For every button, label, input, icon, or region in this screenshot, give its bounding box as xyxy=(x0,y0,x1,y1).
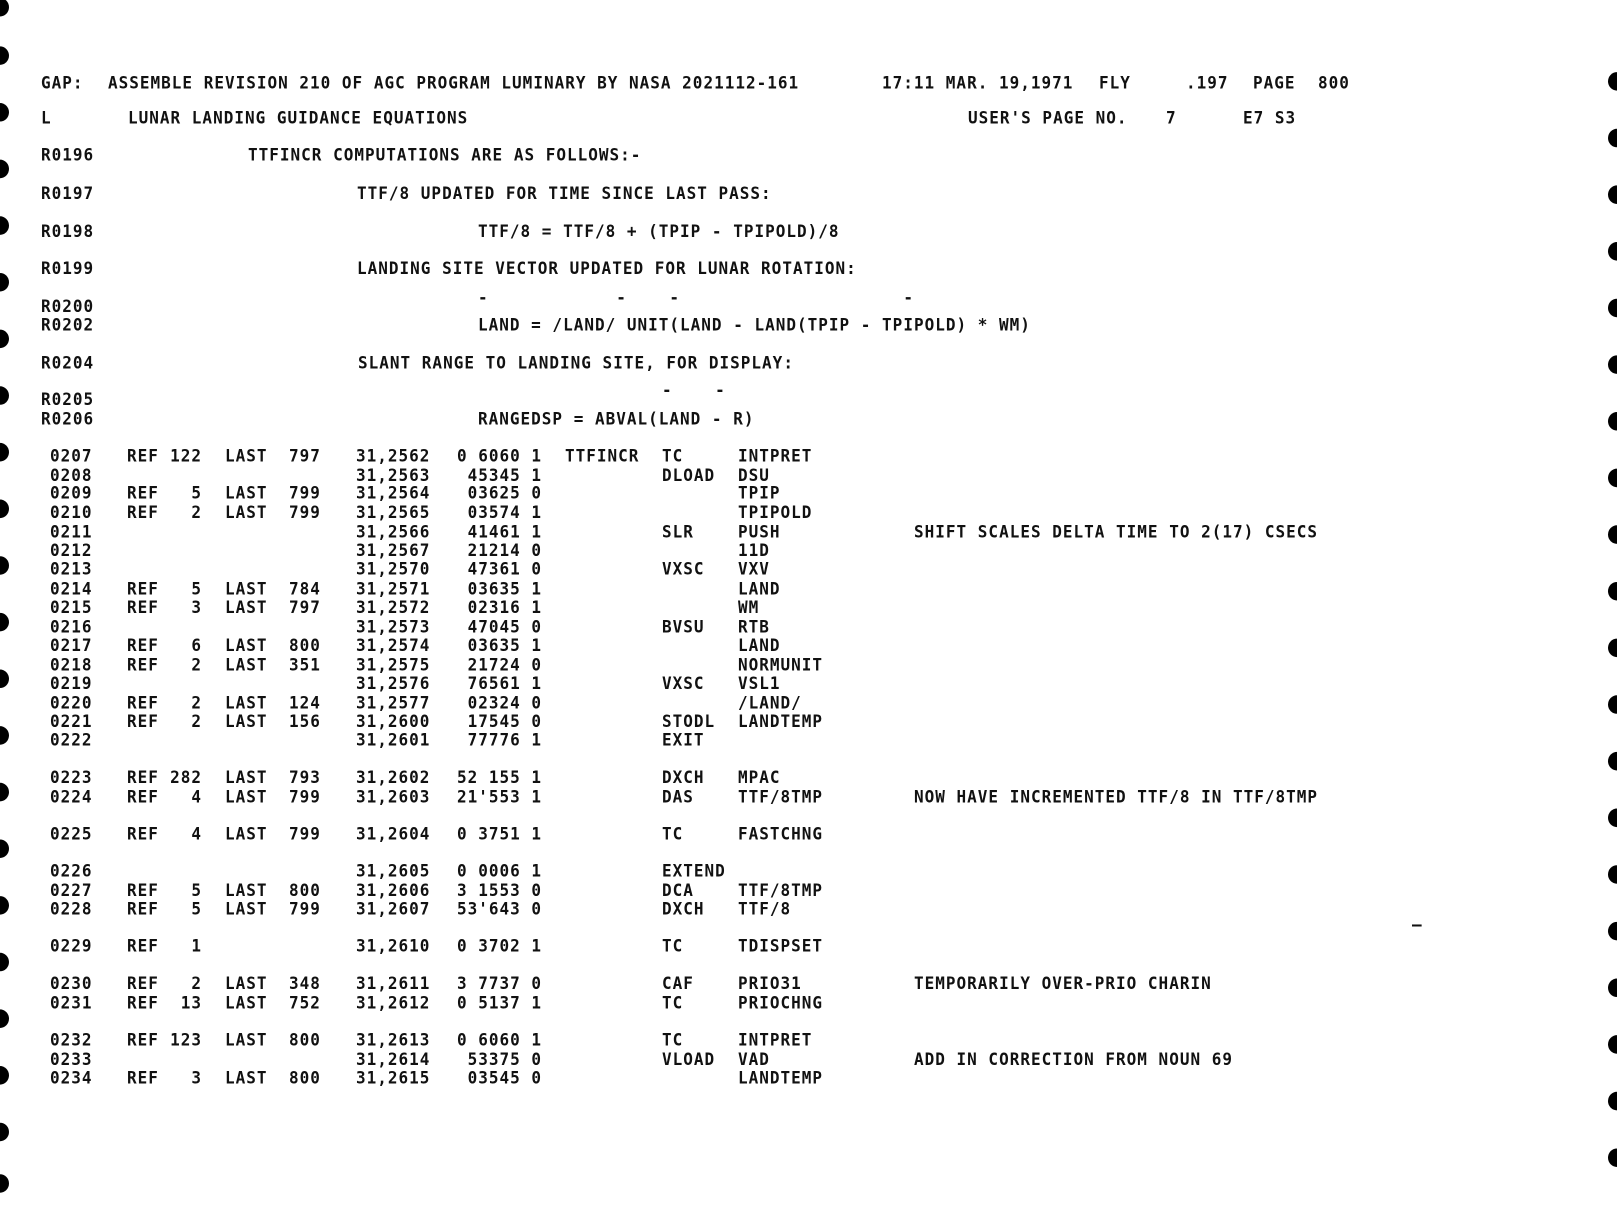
listing-comment: SHIFT SCALES DELTA TIME TO 2(17) CSECS xyxy=(914,522,1319,542)
listing-line: 0208 xyxy=(50,465,93,486)
listing-ref: REF xyxy=(127,635,159,656)
listing-addr: 31,2602 xyxy=(356,767,431,787)
feed-hole-icon xyxy=(1608,412,1617,431)
listing-ref: REF xyxy=(127,578,159,599)
listing-ref: REF xyxy=(127,1030,159,1050)
listing-op: STODL xyxy=(662,711,716,732)
listing-operand: NORMUNIT xyxy=(738,655,824,675)
listing-ref: REF xyxy=(127,973,159,993)
listing-op: DCA xyxy=(662,880,694,901)
listing-operand: WM xyxy=(738,597,760,617)
listing-operand: DSU xyxy=(738,465,770,486)
listing-lastn: 752 xyxy=(289,992,321,1013)
listing-lastn: 797 xyxy=(289,445,321,466)
listing-addr: 31,2576 xyxy=(356,673,431,694)
listing-refn: 123 xyxy=(170,1030,202,1050)
listing-word: 21214 0 xyxy=(467,540,542,561)
listing-operand: MPAC xyxy=(738,767,781,787)
listing-addr: 31,2573 xyxy=(356,616,431,637)
listing-line: 0209 xyxy=(50,483,93,503)
listing-line: 0226 xyxy=(50,861,93,881)
listing-refn: 3 xyxy=(191,597,202,617)
listing-addr: 31,2564 xyxy=(356,483,431,503)
listing-addr: 31,2603 xyxy=(356,786,431,807)
listing-word: 52 155 1 xyxy=(456,767,542,787)
listing-addr: 31,2615 xyxy=(356,1068,431,1088)
listing-last: LAST xyxy=(225,711,268,732)
listing-label: TTFINCR xyxy=(565,445,640,466)
listing-operand: PRIOCHNG xyxy=(738,992,824,1013)
feed-hole-icon xyxy=(0,1174,9,1193)
listing-addr: 31,2613 xyxy=(356,1030,431,1050)
print-smudge-mark: — xyxy=(1412,914,1422,935)
listing-refn: 5 xyxy=(191,578,202,599)
remark-label: R0197 xyxy=(41,183,95,203)
listing-addr: 31,2574 xyxy=(356,635,431,656)
feed-hole-icon xyxy=(1608,185,1617,204)
listing-op: DAS xyxy=(662,786,694,807)
listing-operand: VXV xyxy=(738,559,770,579)
feed-hole-icon xyxy=(1608,1092,1617,1111)
header-datetime: 17:11 MAR. 19,1971 xyxy=(882,73,1074,93)
listing-lastn: 800 xyxy=(289,1030,321,1050)
listing-ref: REF xyxy=(127,1068,159,1088)
listing-ref: REF xyxy=(127,693,159,713)
listing-op: TC xyxy=(662,824,684,844)
feed-hole-icon xyxy=(0,613,9,632)
listing-comment: NOW HAVE INCREMENTED TTF/8 IN TTF/8TMP xyxy=(914,786,1319,807)
feed-hole-icon xyxy=(0,330,9,349)
listing-op: TC xyxy=(662,1030,684,1050)
header-gap: GAP: xyxy=(41,73,84,93)
listing-refn: 2 xyxy=(191,693,202,713)
remark-overbars: - - - - xyxy=(478,287,914,307)
listing-line: 0207 xyxy=(50,445,93,466)
feed-hole-icon xyxy=(0,0,9,16)
listing-addr: 31,2610 xyxy=(356,936,431,956)
feed-hole-icon xyxy=(1608,639,1617,658)
listing-line: 0211 xyxy=(50,522,93,542)
listing-operand: 11D xyxy=(738,540,770,561)
listing-addr: 31,2605 xyxy=(356,861,431,881)
remark-label: R0196 xyxy=(41,145,95,165)
listing-operand: VSL1 xyxy=(738,673,781,694)
listing-word: 03635 1 xyxy=(467,578,542,599)
feed-hole-icon xyxy=(0,160,9,179)
listing-line: 0232 xyxy=(50,1030,93,1050)
listing-op: VXSC xyxy=(662,559,705,579)
listing-line: 0220 xyxy=(50,693,93,713)
listing-refn: 4 xyxy=(191,824,202,844)
listing-last: LAST xyxy=(225,483,268,503)
listing-ref: REF xyxy=(127,655,159,675)
listing-word: 53375 0 xyxy=(467,1049,542,1070)
feed-hole-icon xyxy=(1608,355,1617,374)
header-users-page: USER'S PAGE NO. xyxy=(968,108,1128,128)
listing-op: TC xyxy=(662,936,684,956)
listing-addr: 31,2611 xyxy=(356,973,431,993)
feed-hole-icon xyxy=(1608,695,1617,714)
listing-last: LAST xyxy=(225,767,268,787)
remark-text: LANDING SITE VECTOR UPDATED FOR LUNAR ROTATION: xyxy=(357,258,857,279)
feed-hole-icon xyxy=(0,386,9,405)
listing-lastn: 800 xyxy=(289,880,321,901)
listing-lastn: 156 xyxy=(289,711,321,732)
feed-hole-icon xyxy=(1608,72,1617,91)
listing-addr: 31,2567 xyxy=(356,540,431,561)
listing-addr: 31,2601 xyxy=(356,730,431,750)
listing-op: CAF xyxy=(662,973,694,993)
listing-operand: VAD xyxy=(738,1049,770,1070)
listing-line: 0212 xyxy=(50,540,93,561)
listing-addr: 31,2566 xyxy=(356,522,431,542)
listing-op: TC xyxy=(662,992,684,1013)
listing-line: 0219 xyxy=(50,673,93,694)
listing-line: 0218 xyxy=(50,655,93,675)
listing-lastn: 348 xyxy=(289,973,321,993)
listing-refn: 122 xyxy=(170,445,202,466)
listing-line: 0213 xyxy=(50,559,93,579)
header-page-label: PAGE xyxy=(1253,73,1296,93)
listing-word: 47361 0 xyxy=(467,559,542,579)
listing-addr: 31,2570 xyxy=(356,559,431,579)
listing-last: LAST xyxy=(225,655,268,675)
feed-hole-icon xyxy=(1608,469,1617,488)
listing-last: LAST xyxy=(225,597,268,617)
feed-hole-icon xyxy=(0,103,9,122)
listing-word: 0 0006 1 xyxy=(456,861,542,881)
listing-word: 02324 0 xyxy=(467,693,542,713)
listing-word: 47045 0 xyxy=(467,616,542,637)
listing-line: 0228 xyxy=(50,899,93,919)
listing-operand: TTF/8TMP xyxy=(738,880,824,901)
listing-refn: 13 xyxy=(180,992,202,1013)
listing-last: LAST xyxy=(225,824,268,844)
listing-addr: 31,2565 xyxy=(356,502,431,523)
listing-op: DLOAD xyxy=(662,465,716,486)
listing-line: 0227 xyxy=(50,880,93,901)
feed-hole-icon xyxy=(1608,582,1617,601)
listing-addr: 31,2606 xyxy=(356,880,431,901)
listing-last: LAST xyxy=(225,502,268,523)
listing-addr: 31,2563 xyxy=(356,465,431,486)
listing-line: 0230 xyxy=(50,973,93,993)
listing-addr: 31,2571 xyxy=(356,578,431,599)
listing-refn: 5 xyxy=(191,899,202,919)
listing-operand: PRIO31 xyxy=(738,973,802,993)
listing-word: 03574 1 xyxy=(467,502,542,523)
feed-hole-icon xyxy=(1608,752,1617,771)
listing-operand: INTPRET xyxy=(738,445,813,466)
listing-operand: LANDTEMP xyxy=(738,711,824,732)
listing-ref: REF xyxy=(127,445,159,466)
listing-op: TC xyxy=(662,445,684,466)
listing-operand: TTF/8 xyxy=(738,899,792,919)
listing-operand: INTPRET xyxy=(738,1030,813,1050)
listing-operand: LAND xyxy=(738,635,781,656)
feed-hole-icon xyxy=(0,1066,9,1085)
feed-hole-icon xyxy=(1608,299,1617,318)
listing-op: EXTEND xyxy=(662,861,726,881)
listing-lastn: 800 xyxy=(289,1068,321,1088)
listing-operand: TDISPSET xyxy=(738,936,824,956)
listing-operand: FASTCHNG xyxy=(738,824,824,844)
listing-refn: 6 xyxy=(191,635,202,656)
listing-word: 0 5137 1 xyxy=(456,992,542,1013)
listing-line: 0229 xyxy=(50,936,93,956)
header-assemble: ASSEMBLE REVISION 210 OF AGC PROGRAM LUMINARY BY NASA 2021112-161 xyxy=(108,73,800,93)
listing-word: 45345 1 xyxy=(467,465,542,486)
listing-addr: 31,2572 xyxy=(356,597,431,617)
listing-word: 03545 0 xyxy=(467,1068,542,1088)
listing-lastn: 793 xyxy=(289,767,321,787)
listing-lastn: 124 xyxy=(289,693,321,713)
remark-overbars: - - xyxy=(662,380,726,400)
listing-last: LAST xyxy=(225,786,268,807)
listing-word: 3 1553 0 xyxy=(456,880,542,901)
remark-text: SLANT RANGE TO LANDING SITE, FOR DISPLAY: xyxy=(358,353,794,373)
feed-hole-icon xyxy=(1608,979,1617,998)
header-num: .197 xyxy=(1186,73,1229,93)
listing-operand: PUSH xyxy=(738,522,781,542)
feed-hole-icon xyxy=(0,556,9,575)
feed-hole-icon xyxy=(0,1123,9,1142)
listing-word: 41461 1 xyxy=(467,522,542,542)
listing-word: 0 6060 1 xyxy=(456,445,542,466)
listing-word: 76561 1 xyxy=(467,673,542,694)
listing-word: 02316 1 xyxy=(467,597,542,617)
listing-word: 17545 0 xyxy=(467,711,542,732)
listing-op: SLR xyxy=(662,522,694,542)
listing-line: 0234 xyxy=(50,1068,93,1088)
header-users-page-no: 7 xyxy=(1166,108,1177,128)
listing-line: 0210 xyxy=(50,502,93,523)
listing-refn: 2 xyxy=(191,655,202,675)
feed-hole-icon xyxy=(1608,809,1617,828)
listing-line: 0231 xyxy=(50,992,93,1013)
listing-refn: 2 xyxy=(191,973,202,993)
listing-word: 21724 0 xyxy=(467,655,542,675)
listing-refn: 1 xyxy=(191,936,202,956)
listing-ref: REF xyxy=(127,483,159,503)
remark-label: R0198 xyxy=(41,221,95,242)
feed-hole-icon xyxy=(1608,1148,1617,1167)
listing-refn: 5 xyxy=(191,880,202,901)
listing-line: 0221 xyxy=(50,711,93,732)
header-fly: FLY xyxy=(1099,73,1131,93)
listing-addr: 31,2600 xyxy=(356,711,431,732)
listing-operand: RTB xyxy=(738,616,770,637)
remark-text: TTF/8 UPDATED FOR TIME SINCE LAST PASS: xyxy=(357,183,772,203)
listing-last: LAST xyxy=(225,880,268,901)
feed-hole-icon xyxy=(0,443,9,462)
listing-comment: TEMPORARILY OVER-PRIO CHARIN xyxy=(914,973,1212,993)
listing-ref: REF xyxy=(127,711,159,732)
listing-lastn: 800 xyxy=(289,635,321,656)
feed-hole-icon xyxy=(0,839,9,858)
listing-addr: 31,2612 xyxy=(356,992,431,1013)
remark-text: LAND = /LAND/ UNIT(LAND - LAND(TPIP - TPIPOLD) * WM) xyxy=(478,315,1031,335)
feed-hole-icon xyxy=(0,216,9,235)
listing-line: 0215 xyxy=(50,597,93,617)
listing-word: 53'643 0 xyxy=(456,899,542,919)
listing-operand: TPIPOLD xyxy=(738,502,813,523)
listing-lastn: 797 xyxy=(289,597,321,617)
listing-last: LAST xyxy=(225,899,268,919)
listing-lastn: 799 xyxy=(289,483,321,503)
listing-ref: REF xyxy=(127,936,159,956)
listing-lastn: 799 xyxy=(289,824,321,844)
feed-hole-icon xyxy=(0,500,9,519)
listing-word: 03625 0 xyxy=(467,483,542,503)
listing-ref: REF xyxy=(127,992,159,1013)
listing-refn: 5 xyxy=(191,483,202,503)
listing-operand: TPIP xyxy=(738,483,781,503)
listing-op: DXCH xyxy=(662,767,705,787)
listing-addr: 31,2577 xyxy=(356,693,431,713)
listing-op: BVSU xyxy=(662,616,705,637)
listing-line: 0223 xyxy=(50,767,93,787)
remark-text: RANGEDSP = ABVAL(LAND - R) xyxy=(478,408,755,429)
listing-operand: LANDTEMP xyxy=(738,1068,824,1088)
listing-line: 0233 xyxy=(50,1049,93,1070)
listing-refn: 282 xyxy=(170,767,202,787)
listing-line: 0225 xyxy=(50,824,93,844)
feed-hole-icon xyxy=(1608,129,1617,148)
listing-op: DXCH xyxy=(662,899,705,919)
listing-word: 0 6060 1 xyxy=(456,1030,542,1050)
listing-lastn: 799 xyxy=(289,899,321,919)
listing-ref: REF xyxy=(127,502,159,523)
listing-addr: 31,2575 xyxy=(356,655,431,675)
listing-ref: REF xyxy=(127,824,159,844)
listing-addr: 31,2607 xyxy=(356,899,431,919)
feed-hole-icon xyxy=(1608,242,1617,261)
feed-hole-icon xyxy=(0,953,9,972)
listing-word: 0 3702 1 xyxy=(456,936,542,956)
remark-text: TTF/8 = TTF/8 + (TPIP - TPIPOLD)/8 xyxy=(478,221,840,242)
remark-label: R0200 xyxy=(41,296,95,317)
header-code: E7 S3 xyxy=(1243,108,1297,128)
listing-refn: 3 xyxy=(191,1068,202,1088)
listing-word: 21'553 1 xyxy=(456,786,542,807)
listing-word: 03635 1 xyxy=(467,635,542,656)
listing-refn: 2 xyxy=(191,711,202,732)
feed-hole-icon xyxy=(1608,525,1617,544)
listing-lastn: 784 xyxy=(289,578,321,599)
listing-line: 0217 xyxy=(50,635,93,656)
listing-line: 0224 xyxy=(50,786,93,807)
remark-label: R0205 xyxy=(41,389,95,409)
remark-label: R0204 xyxy=(41,353,95,373)
header-page-no: 800 xyxy=(1318,73,1350,93)
listing-last: LAST xyxy=(225,1068,268,1088)
feed-hole-icon xyxy=(1608,865,1617,884)
listing-last: LAST xyxy=(225,1030,268,1050)
listing-lastn: 351 xyxy=(289,655,321,675)
listing-last: LAST xyxy=(225,578,268,599)
listing-op: VLOAD xyxy=(662,1049,716,1070)
listing-operand: /LAND/ xyxy=(738,693,802,713)
listing-ref: REF xyxy=(127,880,159,901)
listing-operand: TTF/8TMP xyxy=(738,786,824,807)
feed-hole-icon xyxy=(1608,922,1617,941)
listing-line: 0222 xyxy=(50,730,93,750)
remark-text: TTFINCR COMPUTATIONS ARE AS FOLLOWS:- xyxy=(248,145,642,165)
remark-label: R0199 xyxy=(41,258,95,279)
feed-hole-icon xyxy=(0,46,9,65)
listing-last: LAST xyxy=(225,973,268,993)
listing-line: 0214 xyxy=(50,578,93,599)
listing-refn: 2 xyxy=(191,502,202,523)
listing-word: 0 3751 1 xyxy=(456,824,542,844)
header-l: L xyxy=(41,108,52,128)
listing-op: EXIT xyxy=(662,730,705,750)
listing-ref: REF xyxy=(127,786,159,807)
listing-word: 3 7737 0 xyxy=(456,973,542,993)
listing-comment: ADD IN CORRECTION FROM NOUN 69 xyxy=(914,1049,1233,1070)
listing-last: LAST xyxy=(225,445,268,466)
remark-label: R0206 xyxy=(41,408,95,429)
listing-last: LAST xyxy=(225,992,268,1013)
feed-hole-icon xyxy=(0,726,9,745)
header-title: LUNAR LANDING GUIDANCE EQUATIONS xyxy=(128,108,469,128)
listing-word: 77776 1 xyxy=(467,730,542,750)
listing-ref: REF xyxy=(127,899,159,919)
listing-line: 0216 xyxy=(50,616,93,637)
remark-label: R0202 xyxy=(41,315,95,335)
feed-hole-icon xyxy=(1608,1035,1617,1054)
listing-refn: 4 xyxy=(191,786,202,807)
feed-hole-icon xyxy=(0,783,9,802)
listing-operand: LAND xyxy=(738,578,781,599)
listing-ref: REF xyxy=(127,597,159,617)
feed-hole-icon xyxy=(0,670,9,689)
feed-hole-icon xyxy=(0,273,9,292)
listing-lastn: 799 xyxy=(289,786,321,807)
listing-addr: 31,2562 xyxy=(356,445,431,466)
listing-op: VXSC xyxy=(662,673,705,694)
listing-last: LAST xyxy=(225,635,268,656)
listing-ref: REF xyxy=(127,767,159,787)
feed-hole-icon xyxy=(0,896,9,915)
listing-addr: 31,2614 xyxy=(356,1049,431,1070)
listing-addr: 31,2604 xyxy=(356,824,431,844)
listing-lastn: 799 xyxy=(289,502,321,523)
feed-hole-icon xyxy=(0,1009,9,1028)
listing-last: LAST xyxy=(225,693,268,713)
